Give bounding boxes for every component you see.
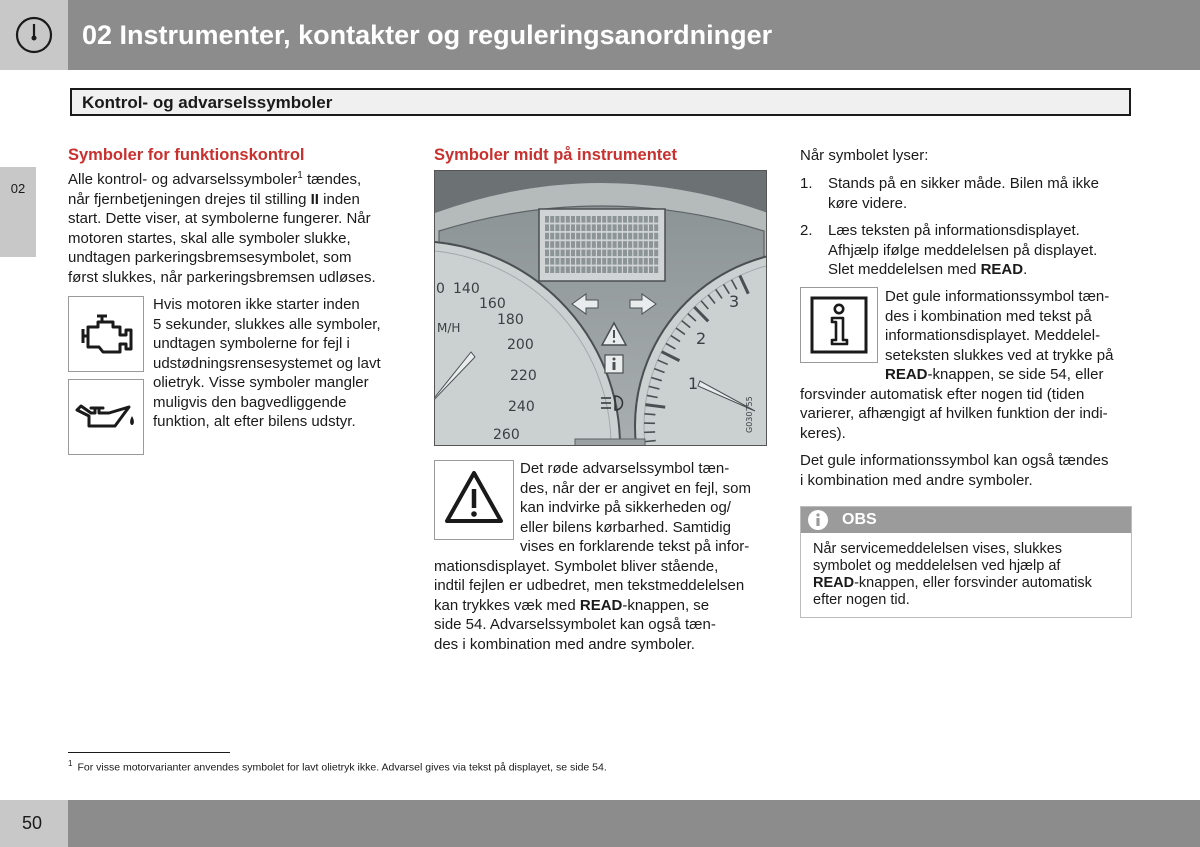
display-pixel <box>545 266 549 273</box>
display-pixel <box>566 266 570 273</box>
list-item-1-line2: køre videre. <box>828 194 908 212</box>
display-pixel <box>566 233 570 240</box>
rpm-minor-tick <box>644 414 655 415</box>
display-pixel <box>644 233 648 240</box>
display-pixel <box>649 233 653 240</box>
display-pixel <box>571 224 575 231</box>
page-number: 50 <box>22 813 43 833</box>
display-pixel <box>633 233 637 240</box>
display-pixel <box>571 233 575 240</box>
display-pixel <box>649 258 653 265</box>
display-pixel <box>571 258 575 265</box>
info-display <box>539 209 665 281</box>
col3-para1-line6: forsvinder automatisk efter nogen tid (tiden <box>800 385 1085 403</box>
col1-para2-line1: Hvis motoren ikke starter inden <box>153 296 360 313</box>
obs-header <box>801 507 1131 533</box>
instrument-cluster-drawing <box>435 171 767 446</box>
display-pixel <box>561 250 565 257</box>
col2-para-line4: eller bilens kørbarhed. Samtidig <box>520 518 731 536</box>
col1-para1-line3: start. Dette viser, at symbolerne fungerer. Når <box>68 210 371 227</box>
display-pixel <box>576 216 580 223</box>
display-pixel <box>602 216 606 223</box>
display-pixel <box>649 224 653 231</box>
rpm-tick-label: 1 <box>688 374 699 393</box>
display-pixel <box>607 258 611 265</box>
display-pixel <box>654 258 658 265</box>
speed-tick-label: 160 <box>479 296 506 312</box>
chapter-tab-label: 02 <box>10 181 26 196</box>
display-pixel <box>628 224 632 231</box>
display-pixel <box>592 224 596 231</box>
display-pixel <box>576 258 580 265</box>
rpm-tick-label: 3 <box>729 292 740 311</box>
speed-tick-label: 200 <box>507 337 534 353</box>
obs-line2: symbolet og meddelelsen ved hjælp af <box>813 558 1061 574</box>
display-pixel <box>628 241 632 248</box>
display-pixel <box>633 258 637 265</box>
speed-tick-label: 260 <box>493 427 520 443</box>
display-pixel <box>597 216 601 223</box>
information-symbol-icon <box>801 288 877 362</box>
display-pixel <box>628 266 632 273</box>
display-pixel <box>639 258 643 265</box>
col2-para-line5: vises en forklarende tekst på infor- <box>520 538 750 555</box>
display-pixel <box>623 233 627 240</box>
obs-line4: efter nogen tid. <box>813 592 910 608</box>
display-pixel <box>587 250 591 257</box>
display-pixel <box>613 224 617 231</box>
display-pixel <box>571 241 575 248</box>
col3-para1-line3: informationsdisplayet. Meddelel- <box>885 327 1101 344</box>
col2-para-line1: Det røde advarselssymbol tæn- <box>520 460 730 477</box>
display-pixel <box>633 266 637 273</box>
display-pixel <box>649 216 653 223</box>
list-item-1-line1: Stands på en sikker måde. Bilen må ikke <box>828 175 1099 192</box>
display-pixel <box>654 266 658 273</box>
col3-para1-line1: Det gule informationssymbol tæn- <box>885 288 1110 305</box>
display-pixel <box>613 258 617 265</box>
display-pixel <box>607 250 611 257</box>
display-pixel <box>649 250 653 257</box>
display-pixel <box>576 250 580 257</box>
display-pixel <box>550 216 554 223</box>
display-pixel <box>644 250 648 257</box>
display-pixel <box>649 266 653 273</box>
rpm-minor-tick <box>645 441 656 442</box>
display-pixel <box>587 224 591 231</box>
display-pixel <box>566 224 570 231</box>
display-pixel <box>613 250 617 257</box>
display-pixel <box>618 241 622 248</box>
display-pixel <box>633 250 637 257</box>
display-pixel <box>566 241 570 248</box>
col3-para1-line7: varierer, afhængigt af hvilken funktion der indi- <box>800 405 1108 422</box>
list-item-2-line1: Læs teksten på informationsdisplayet. <box>828 222 1080 239</box>
col3-para1-line5: READ-knappen, se side 54, eller <box>885 366 1104 383</box>
col3-para1-line2: des i kombination med tekst på <box>885 307 1092 325</box>
display-pixel <box>592 250 596 257</box>
display-pixel <box>545 258 549 265</box>
display-pixel <box>602 258 606 265</box>
info-symbol-icon <box>605 355 623 373</box>
display-pixel <box>550 258 554 265</box>
display-pixel <box>576 233 580 240</box>
footnote: $^1$ For visse motorvarianter anvendes symbolet for lavt olietryk ikke. Advarsel gives via tekst på displayet, se side 54. <box>68 759 607 774</box>
display-pixel <box>550 266 554 273</box>
display-pixel <box>581 250 585 257</box>
display-pixel <box>571 266 575 273</box>
col3-para1-line8: keres). <box>800 424 846 442</box>
list-item-1-number: 1. <box>800 175 813 192</box>
display-pixel <box>633 241 637 248</box>
display-pixel <box>550 233 554 240</box>
display-pixel <box>602 233 606 240</box>
list-item-2-line3: Slet meddelelsen med READ. <box>828 261 1028 278</box>
display-pixel <box>597 250 601 257</box>
display-pixel <box>555 216 559 223</box>
display-pixel <box>618 216 622 223</box>
display-pixel <box>592 266 596 273</box>
display-pixel <box>576 266 580 273</box>
warning-symbol-box <box>434 460 514 540</box>
col3-para2-line1: Det gule informationssymbol kan også tændes <box>800 452 1109 469</box>
display-pixel <box>644 258 648 265</box>
speed-tick-label: 220 <box>510 368 537 384</box>
speed-tick-label: 240 <box>508 399 535 415</box>
display-pixel <box>571 250 575 257</box>
display-pixel <box>623 250 627 257</box>
display-pixel <box>581 241 585 248</box>
display-pixel <box>602 250 606 257</box>
display-pixel <box>633 216 637 223</box>
display-pixel <box>654 233 658 240</box>
display-pixel <box>597 233 601 240</box>
display-pixel <box>555 224 559 231</box>
display-pixel <box>587 241 591 248</box>
display-pixel <box>545 224 549 231</box>
footnote-ref: 1 <box>297 170 303 181</box>
col1-para1-line6: først slukkes, når parkeringsbremsen udløses. <box>68 268 376 286</box>
display-pixel <box>628 216 632 223</box>
display-pixel <box>602 224 606 231</box>
display-pixel <box>581 258 585 265</box>
display-pixel <box>639 266 643 273</box>
display-pixel <box>639 216 643 223</box>
display-pixel <box>602 266 606 273</box>
display-pixel <box>597 241 601 248</box>
display-pixel <box>628 250 632 257</box>
display-pixel <box>597 266 601 273</box>
display-pixel <box>587 216 591 223</box>
col1-para1-line4: motoren startes, skal alle symboler slukke, <box>68 229 351 247</box>
display-pixel <box>654 216 658 223</box>
col2-para-line2: des, når der er angivet en fejl, som <box>520 479 751 497</box>
display-pixel <box>592 216 596 223</box>
obs-line1: Når servicemeddelelsen vises, slukkes <box>813 541 1063 557</box>
display-pixel <box>592 233 596 240</box>
display-pixel <box>607 216 611 223</box>
col1-para1-line2: når fjernbetjeningen drejes til stilling II inden <box>68 190 360 208</box>
col2-para-line6: mationsdisplayet. Symbolet bliver stående, <box>434 557 719 575</box>
display-pixel <box>566 250 570 257</box>
display-pixel <box>545 216 549 223</box>
display-pixel <box>613 266 617 273</box>
display-pixel <box>602 241 606 248</box>
display-pixel <box>597 258 601 265</box>
illustration-code: G030755 <box>745 396 754 433</box>
display-pixel <box>654 224 658 231</box>
instrument-cluster-illustration <box>434 170 767 446</box>
display-pixel <box>607 233 611 240</box>
display-pixel <box>623 266 627 273</box>
speed-unit-label: M/H <box>437 321 461 335</box>
col2-para-line3: kan indvirke på sikkerheden og/ <box>520 499 731 516</box>
display-pixel <box>654 250 658 257</box>
display-pixel <box>597 224 601 231</box>
display-pixel <box>618 224 622 231</box>
chapter-title: 02 Instrumenter, kontakter og reguleringsanordninger <box>82 20 773 50</box>
display-pixel <box>561 216 565 223</box>
chapter-icon-box <box>0 0 68 70</box>
col1-para1-line5: undtagen parkeringsbremsesymbolet, som <box>68 249 352 266</box>
display-pixel <box>607 224 611 231</box>
display-pixel <box>555 266 559 273</box>
display-pixel <box>644 266 648 273</box>
display-pixel <box>555 233 559 240</box>
display-pixel <box>654 241 658 248</box>
display-pixel <box>581 216 585 223</box>
display-pixel <box>576 224 580 231</box>
col2-para-line10: des i kombination med andre symboler. <box>434 635 695 653</box>
col3-para1-line4: seteksten slukkes ved at trykke på <box>885 346 1114 364</box>
display-pixel <box>545 250 549 257</box>
display-pixel <box>592 241 596 248</box>
display-pixel <box>545 241 549 248</box>
display-pixel <box>639 233 643 240</box>
obs-line3: READ-knappen, eller forsvinder automatisk <box>813 575 1092 591</box>
display-pixel <box>555 250 559 257</box>
display-pixel <box>628 258 632 265</box>
col1-heading: Symboler for funktionskontrol <box>68 146 305 164</box>
col1-para2-line3: undtagen symbolerne for fejl i <box>153 335 350 352</box>
warning-triangle-symbol-icon <box>435 461 513 539</box>
rpm-tick-label: 2 <box>696 329 707 348</box>
display-pixel <box>555 258 559 265</box>
col3-para2-line2: i kombination med andre symboler. <box>800 471 1033 489</box>
display-pixel <box>644 224 648 231</box>
display-pixel <box>633 224 637 231</box>
col1-para2-line7: funktion, alt efter bilens udstyr. <box>153 413 356 430</box>
display-pixel <box>623 241 627 248</box>
display-pixel <box>587 258 591 265</box>
engine-check-symbol-box <box>68 296 144 372</box>
display-pixel <box>639 224 643 231</box>
display-pixel <box>613 241 617 248</box>
display-pixel <box>592 258 596 265</box>
display-pixel <box>561 258 565 265</box>
col2-heading: Symboler midt på instrumentet <box>434 146 677 164</box>
speed-tick-label: 180 <box>497 312 524 328</box>
display-pixel <box>639 241 643 248</box>
display-pixel <box>561 266 565 273</box>
display-pixel <box>607 266 611 273</box>
col2-para-line8: kan trykkes væk med READ-knappen, se <box>434 596 710 614</box>
display-pixel <box>623 258 627 265</box>
footnote-rule <box>68 752 230 753</box>
display-pixel <box>607 241 611 248</box>
page-footer <box>68 800 1200 847</box>
obs-note-box <box>800 506 1132 618</box>
section-title: Kontrol- og advarselssymboler <box>82 93 333 112</box>
display-pixel <box>561 241 565 248</box>
engine-check-icon <box>69 297 143 371</box>
display-pixel <box>555 241 559 248</box>
display-pixel <box>576 241 580 248</box>
display-pixel <box>581 233 585 240</box>
section-title-bar <box>70 88 1131 116</box>
display-pixel <box>550 250 554 257</box>
display-pixel <box>571 216 575 223</box>
note-info-icon <box>807 509 829 531</box>
col2-para-line7: indtil fejlen er udbedret, men tekstmeddelelsen <box>434 577 745 594</box>
display-pixel <box>613 233 617 240</box>
display-pixel <box>618 266 622 273</box>
display-pixel <box>618 233 622 240</box>
display-pixel <box>587 266 591 273</box>
oil-pressure-symbol-box <box>68 379 144 455</box>
col1-para2-line6: muligvis den bagvedliggende <box>153 393 347 411</box>
display-pixel <box>581 224 585 231</box>
speedometer-icon <box>15 16 53 54</box>
display-pixel <box>649 241 653 248</box>
display-pixel <box>587 233 591 240</box>
col1-para1-line1: Alle kontrol- og advarselssymboler$^1$ tændes, <box>68 170 362 188</box>
display-pixel <box>581 266 585 273</box>
info-symbol-box <box>800 287 878 363</box>
display-pixel <box>644 241 648 248</box>
display-pixel <box>618 250 622 257</box>
speed-tick-label-partial: 0 <box>436 281 445 297</box>
oil-pressure-icon <box>69 380 143 454</box>
display-pixel <box>644 216 648 223</box>
display-pixel <box>561 233 565 240</box>
col2-para-line9: side 54. Advarselssymbolet kan også tæn- <box>434 616 716 633</box>
col1-para2-line2: 5 sekunder, slukkes alle symboler, <box>153 315 381 333</box>
display-pixel <box>623 224 627 231</box>
display-pixel <box>545 233 549 240</box>
col3-intro: Når symbolet lyser: <box>800 147 929 164</box>
display-pixel <box>561 224 565 231</box>
display-pixel <box>618 258 622 265</box>
col1-para2-line5: olietryk. Visse symboler mangler <box>153 374 369 391</box>
display-pixel <box>566 258 570 265</box>
list-item-2-line2: Afhjælp ifølge meddelelsen på displayet. <box>828 241 1098 259</box>
display-pixel <box>639 250 643 257</box>
display-pixel <box>550 224 554 231</box>
display-pixel <box>623 216 627 223</box>
col1-para2-line4: udstødningsrensesystemet og lavt <box>153 354 381 372</box>
speed-tick-label: 140 <box>453 281 480 297</box>
list-item-2-number: 2. <box>800 222 813 239</box>
display-pixel <box>628 233 632 240</box>
display-pixel <box>550 241 554 248</box>
display-pixel <box>566 216 570 223</box>
obs-title: OBS <box>842 511 877 528</box>
display-pixel <box>613 216 617 223</box>
